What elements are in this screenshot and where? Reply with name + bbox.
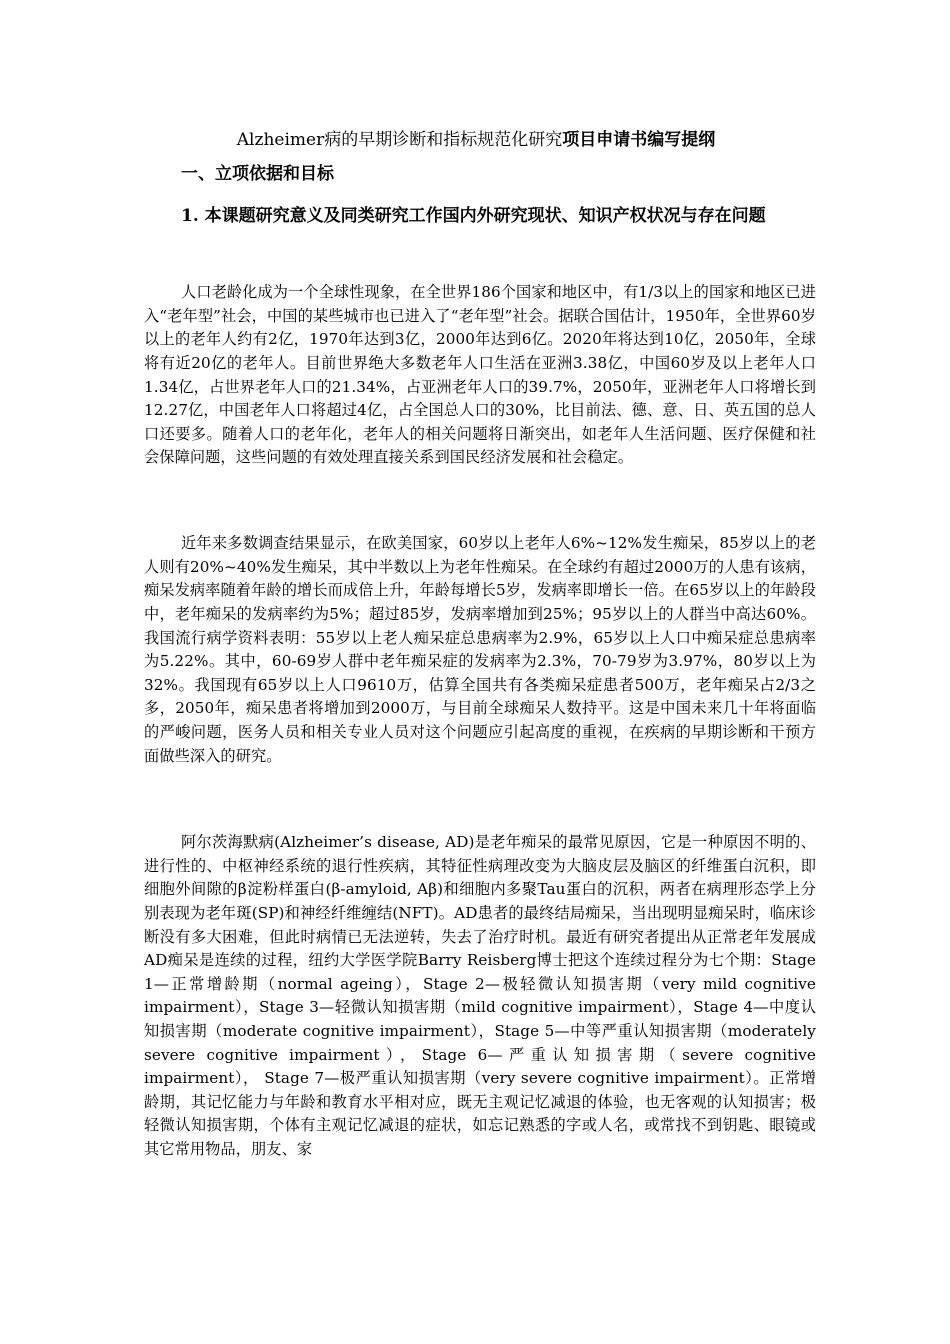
document-title-main: Alzheimer病的早期诊断和指标规范化研究 (236, 130, 563, 150)
paragraph-alzheimer-disease: 阿尔茨海默病(Alzheimer’s disease, AD)是老年痴呆的最常见原因，它是一种原因不明的、进行性的、中枢神经系统的退行性疾病，其特征性病理改变为大脑皮层及脑区的纤维蛋白沉积，即细胞外间隙的β淀粉样蛋白(β-amyloid, Aβ)和细胞内多聚Tau蛋白的沉积，两者在病理形态学上分别表现为老年斑(SP)和神经纤维缠结(NFT)。AD患者的最终结局痴呆，当出现明显痴呆时，临床诊断没有多大困难，但此时病情已无法逆转，失去了治疗时机。最近有研究者提出从正常老年发展成AD痴呆是连续的过程，纽约大学医学院Barry Reisberg博士把这个连续过程分为七个期：Stage 1—正常增龄期（normal ageing），Stage 2—极轻微认知损害期（very mild cognitive impairment），Stage 3—轻微认知损害期（mild cognitive impairment），Stage 4—中度认知损害期（moderate cognitive impairment），Stage 5—中等严重认知损害期（moderately severe cognitive impairment），Stage 6—严重认知损害期（severe cognitive impairment）， Stage 7—极严重认知损害期（very severe cognitive impairment）。正常增龄期，其记忆能力与年龄和教育水平相对应，既无主观记忆减退的体验，也无客观的认知损害；极轻微认知损害期，个体有主观记忆减退的症状，如忘记熟悉的字或人名，或常找不到钥匙、眼镜或其它常用物品，朋友、家 (144, 833, 816, 1158)
section-heading: 一、立项依据和目标 (181, 164, 334, 184)
document-title (144, 128, 808, 152)
paragraph-population-aging: 人口老龄化成为一个全球性现象，在全世界186个国家和地区中，有1/3以上的国家和地区已进入“老年型”社会，中国的某些城市也已进入了“老年型”社会。据联合国估计，1950年，全世界60岁以上的老年人约有2亿，1970年达到3亿，2000年达到6亿。2020年将达到10亿，2050年，全球将有近20亿的老年人。目前世界绝大多数老年人口生活在亚洲3.38亿，中国60岁及以上老年人口1.34亿，占世界老年人口的21.34%，占亚洲老年人口的39.7%，2050年，亚洲老年人口将增长到12.27亿，中国老年人口将超过4亿，占全国总人口的30%，比目前法、德、意、日、英五国的总人口还要多。随着人口的老年化，老年人的相关问题将日渐突出，如老年人生活问题、医疗保健和社会保障问题，这些问题的有效处理直接关系到国民经济发展和社会稳定。 (144, 283, 816, 467)
document-title-suffix: 项目申请书编写提纲 (562, 130, 716, 150)
paragraph-dementia-prevalence: 近年来多数调查结果显示，在欧美国家，60岁以上老年人6%~12%发生痴呆，85岁以上的老人则有20%~40%发生痴呆，其中半数以上为老年性痴呆。在全球约有超过2000万的人患有该病，痴呆发病率随着年龄的增长而成倍上升，年龄每增长5岁，发病率即增长一倍。在65岁以上的年龄段中，老年痴呆的发病率约为5%；超过85岁，发病率增加到25%；95岁以上的人群当中高达60%。我国流行病学资料表明：55岁以上老人痴呆症总患病率为2.9%，65岁以上人口中痴呆症总患病率为5.22%。其中，60-69岁人群中老年痴呆症的发病率为2.3%，70-79岁为3.97%，80岁以上为32%。我国现有65岁以上人口9610万，估算全国共有各类痴呆症患者500万，老年痴呆占2/3之多，2050年，痴呆患者将增加到2000万，与目前全球痴呆人数持平。这是中国未来几十年将面临的严峻问题，医务人员和相关专业人员对这个问题应引起高度的重视，在疾病的早期诊断和干预方面做些深入的研究。 (144, 534, 816, 765)
subsection-heading: 1. 本课题研究意义及同类研究工作国内外研究现状、知识产权状况与存在问题 (181, 206, 766, 226)
